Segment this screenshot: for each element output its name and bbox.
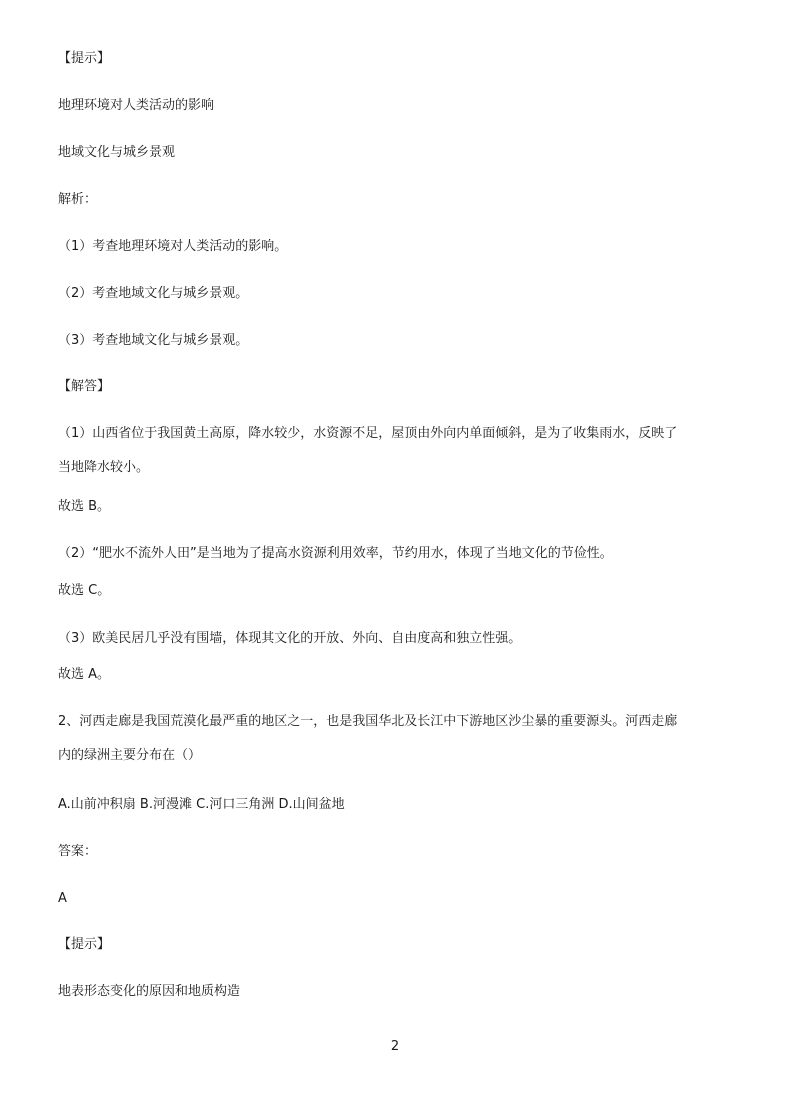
hint-heading: 【提示】 — [58, 937, 111, 952]
answer-choice: 故选 C。 — [58, 583, 111, 598]
analysis-item: （2）考查地域文化与城乡景观。 — [58, 286, 249, 301]
answer-paragraph: （3）欧美民居几乎没有围墙，体现其文化的开放、外向、自由度高和独立性强。 — [58, 631, 522, 646]
page-number: 2 — [390, 1039, 400, 1054]
answer-paragraph: （2）“肥水不流外人田”是当地为了提高水资源利用效率，节约用水，体现了当地文化的节俭性。 — [58, 546, 613, 561]
answer-paragraph: 当地降水较小。 — [58, 460, 150, 475]
analysis-item: （3）考查地域文化与城乡景观。 — [58, 333, 249, 348]
answer-paragraph: （1）山西省位于我国黄土高原，降水较少，水资源不足，屋顶由外向内单面倾斜，是为了收集雨水，反映了 — [58, 426, 678, 441]
analysis-item: （1）考查地理环境对人类活动的影响。 — [58, 239, 288, 254]
hint-item: 地域文化与城乡景观 — [58, 145, 176, 160]
answer-choice: 故选 B。 — [58, 499, 111, 514]
answer-choice: 故选 A。 — [58, 667, 111, 682]
hint-item: 地表形态变化的原因和地质构造 — [58, 984, 241, 999]
answer-heading: 【解答】 — [58, 379, 111, 394]
answer-label: 答案： — [58, 844, 98, 859]
question-text: 内的绿洲主要分布在（） — [58, 748, 202, 763]
question-options: A.山前冲积扇 B.河漫滩 C.河口三角洲 D.山间盆地 — [58, 797, 345, 812]
analysis-label: 解析： — [58, 192, 98, 207]
question-text: 2、河西走廊是我国荒漠化最严重的地区之一，也是我国华北及长江中下游地区沙尘暴的重要源头。河西走廊 — [58, 714, 678, 729]
answer-value: A — [58, 891, 67, 906]
hint-item: 地理环境对人类活动的影响 — [58, 98, 215, 113]
hint-heading: 【提示】 — [58, 51, 111, 66]
